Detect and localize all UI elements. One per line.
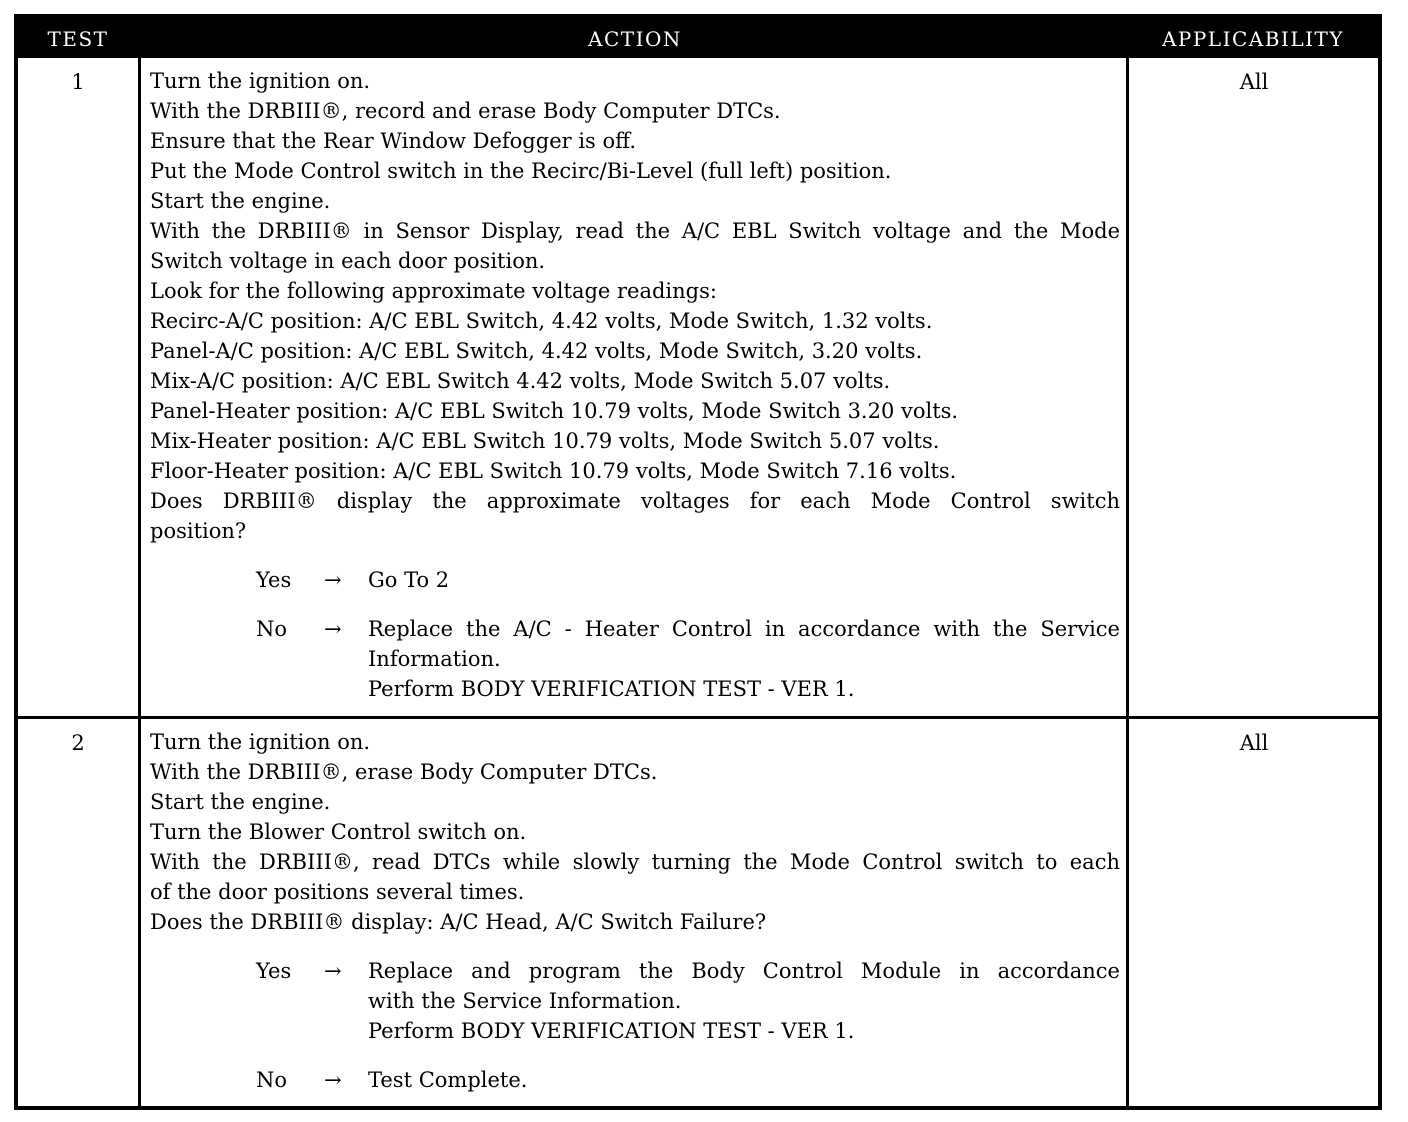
action-step: Turn the ignition on. (150, 69, 371, 93)
action-step: Mix-Heater position: A/C EBL Switch 10.79 volts, Mode Switch 5.07 volts. (150, 429, 940, 453)
diagnostic-test-table (14, 14, 1382, 1110)
arrow-right-icon: → (324, 568, 342, 592)
action-step: of the door positions several times. (150, 880, 525, 904)
action-step: position? (150, 519, 247, 543)
action-step: Start the engine. (150, 790, 331, 814)
row-divider (18, 716, 1378, 719)
action-cell (150, 727, 1120, 1095)
yes-text-continued (150, 1016, 1120, 1046)
yes-text-line: Perform BODY VERIFICATION TEST - VER 1. (368, 1019, 855, 1043)
header-action: ACTION (588, 27, 682, 51)
header-test: TEST (47, 27, 109, 51)
yes-label: Yes (256, 568, 292, 592)
action-step: With the DRBIII®, erase Body Computer DTCs. (150, 760, 658, 784)
action-cell (150, 66, 1120, 704)
no-text-continued (150, 674, 1120, 704)
yes-label: Yes (256, 959, 292, 983)
action-step: Switch voltage in each door position. (150, 249, 546, 273)
yes-result (150, 956, 1120, 986)
column-divider (138, 58, 141, 1106)
action-step: Panel-A/C position: A/C EBL Switch, 4.42 volts, Mode Switch, 3.20 volts. (150, 339, 923, 363)
header-applicability: APPLICABILITY (1161, 27, 1345, 51)
arrow-right-icon: → (324, 1068, 342, 1092)
yes-text: Go To 2 (368, 568, 450, 592)
action-step: Turn the Blower Control switch on. (150, 820, 527, 844)
action-step: With the DRBIII® in Sensor Display, read the A/C EBL Switch voltage and the Mode (150, 219, 1120, 243)
action-step: Does DRBIII® display the approximate voltages for each Mode Control switch (150, 489, 1120, 513)
action-step: Turn the ignition on. (150, 730, 371, 754)
no-label: No (256, 1068, 288, 1092)
action-step: Ensure that the Rear Window Defogger is off. (150, 129, 636, 153)
action-step: Floor-Heater position: A/C EBL Switch 10.79 volts, Mode Switch 7.16 volts. (150, 459, 957, 483)
no-text: Replace the A/C - Heater Control in accordance with the Service (368, 617, 1120, 641)
test-number: 1 (71, 70, 85, 94)
no-label: No (256, 617, 288, 641)
action-step: Put the Mode Control switch in the Recirc/Bi-Level (full left) position. (150, 159, 892, 183)
yes-text: Replace and program the Body Control Module in accordance (368, 959, 1120, 983)
action-step: Mix-A/C position: A/C EBL Switch 4.42 volts, Mode Switch 5.07 volts. (150, 369, 891, 393)
applicability-value: All (1239, 70, 1269, 94)
action-step: Start the engine. (150, 189, 331, 213)
arrow-right-icon: → (324, 959, 342, 983)
yes-text-line: with the Service Information. (368, 989, 682, 1013)
yes-result (150, 565, 1120, 595)
column-divider (1126, 58, 1129, 1106)
no-text: Test Complete. (368, 1068, 528, 1092)
table-header (18, 18, 1378, 58)
action-step: Look for the following approximate voltage readings: (150, 279, 717, 303)
no-text-line: Perform BODY VERIFICATION TEST - VER 1. (368, 677, 855, 701)
no-text-line: Information. (368, 647, 501, 671)
test-number: 2 (71, 731, 85, 755)
arrow-right-icon: → (324, 617, 342, 641)
no-text-continued (150, 644, 1120, 674)
action-step: Panel-Heater position: A/C EBL Switch 10.79 volts, Mode Switch 3.20 volts. (150, 399, 959, 423)
no-result (150, 1065, 1120, 1095)
no-result (150, 614, 1120, 644)
yes-text-continued (150, 986, 1120, 1016)
action-step: Recirc-A/C position: A/C EBL Switch, 4.42 volts, Mode Switch, 1.32 volts. (150, 309, 933, 333)
action-step: With the DRBIII®, read DTCs while slowly turning the Mode Control switch to each (150, 850, 1120, 874)
action-step: With the DRBIII®, record and erase Body Computer DTCs. (150, 99, 781, 123)
applicability-value: All (1239, 731, 1269, 755)
action-step: Does the DRBIII® display: A/C Head, A/C Switch Failure? (150, 910, 767, 934)
